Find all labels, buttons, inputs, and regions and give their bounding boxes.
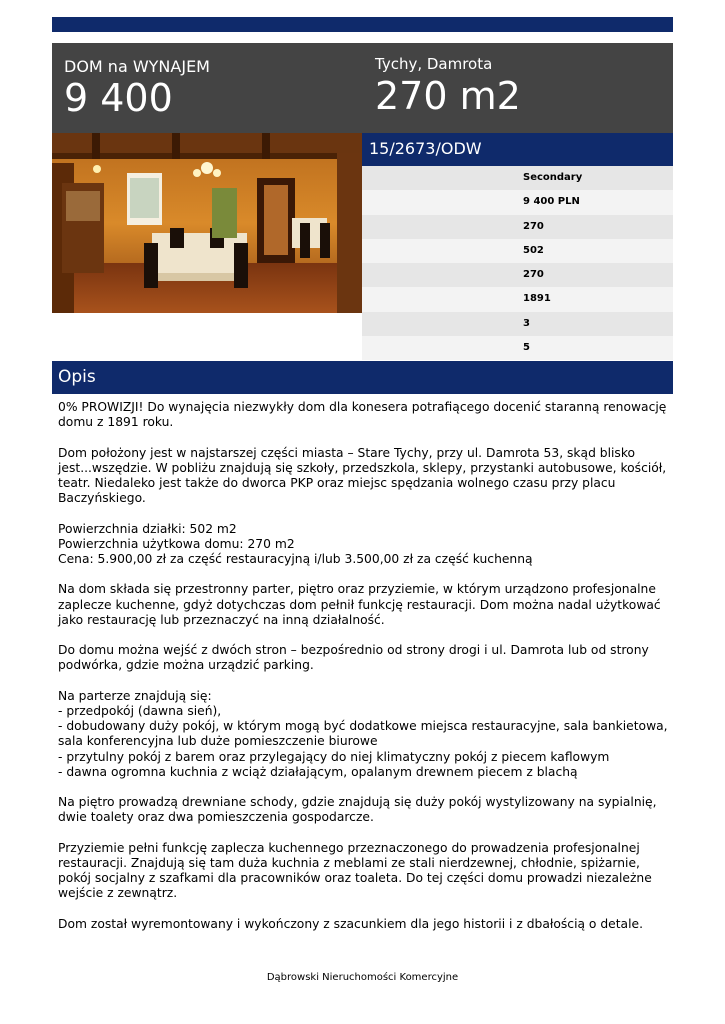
detail-value: 3	[523, 317, 530, 329]
detail-value: 5	[523, 342, 530, 354]
property-photo	[52, 133, 362, 313]
detail-value: 270	[523, 269, 544, 281]
reference-bar	[362, 133, 673, 166]
description-paragraph: Przyziemie pełni funkcję zaplecza kuchennego przeznaczonego do prowadzenia profesjonalnej restauracji. Znajdują się tam duża kuchnia z meblami ze stali nierdzewnej, chłodnie, spiżarnie, pokój socjalny z szafkami dla pracowników oraz toaleta. Do tej części domu prowadzi niezależne wejście z zewnątrz.	[58, 840, 652, 901]
listing-area: 270 m2	[375, 74, 521, 118]
description-paragraph	[58, 689, 670, 780]
listing-price: 9 400	[64, 76, 173, 120]
list-heading: Na parterze znajdują się:	[58, 688, 212, 703]
description-heading-bar	[52, 361, 673, 394]
list-item: - przedpokój (dawna sień),	[58, 703, 222, 718]
detail-value: 1891	[523, 293, 551, 305]
detail-row	[362, 263, 673, 287]
detail-row	[362, 336, 673, 360]
description-paragraph	[58, 522, 670, 568]
reference-number: 15/2673/ODW	[369, 139, 482, 158]
price-line: Cena: 5.900,00 zł za część restauracyjną i/lub 3.500,00 zł za część kuchenną	[58, 552, 533, 566]
footer-company: Dąbrowski Nieruchomości Komercyjne	[266, 972, 459, 983]
list-item: - przytulny pokój z barem oraz przylegający do niej klimatyczny pokój z piecem kaflowym	[58, 749, 610, 764]
description-paragraph: Dom został wyremontowany i wykończony z szacunkiem dla jego historii i z dbałością o detale.	[58, 916, 643, 931]
detail-row	[362, 287, 673, 311]
detail-row	[362, 166, 673, 190]
detail-value: 270	[523, 220, 544, 232]
plot-area-line: Powierzchnia działki: 502 m2	[58, 521, 237, 536]
description-paragraph: Dom położony jest w najstarszej części miasta – Stare Tychy, przy ul. Damrota 53, skąd blisko jest...wszędzie. W pobliżu znajdują się szkoły, przedszkola, sklepy, przystanki autobusowe, kościół, teatr. Niedaleko jest także do dworca PKP oraz miejsc spędzania wolnego czasu przy placu Baczyńskiego.	[58, 445, 667, 506]
listing-location: Tychy, Damrota	[375, 55, 493, 73]
section-title: Opis	[58, 367, 96, 387]
description-paragraph: Na dom składa się przestronny parter, piętro oraz przyziemie, w którym urządzono profesjonalne zaplecze kuchenne, gdyż dotychczas dom pełnił funkcję restauracji. Dom można nadal użytkować jako restaurację lub przeznaczyć na inną działalność.	[58, 582, 661, 627]
description-paragraph: Do domu można wejść z dwóch stron – bezpośrednio od strony drogi i ul. Damrota lub od strony podwórka, gdzie można urządzić parking.	[58, 643, 649, 673]
description-body	[58, 400, 670, 947]
list-item: - dawna ogromna kuchnia z wciąż działającym, opalanym drewnem piecem z blachą	[58, 764, 578, 779]
listing-header	[52, 43, 673, 133]
description-paragraph: Na piętro prowadzą drewniane schody, gdzie znajdują się duży pokój wystylizowany na sypialnię, dwie toalety oraz dwa pomieszczenia gospodarcze.	[58, 795, 657, 825]
description-paragraph: 0% PROWIZJI! Do wynajęcia niezwykły dom dla konesera potrafiącego docenić staranną renowację domu z 1891 roku.	[58, 400, 667, 430]
detail-value: 502	[523, 244, 544, 256]
detail-value: 9 400 PLN	[523, 196, 580, 208]
detail-value: Secondary	[523, 172, 583, 183]
detail-row	[362, 190, 673, 214]
details-table	[362, 166, 673, 360]
list-item: - dobudowany duży pokój, w którym mogą być dodatkowe miejsca restauracyjne, sala bankietowa, sala konferencyjna lub duże pomieszczenie biurowe	[58, 719, 668, 749]
detail-row	[362, 239, 673, 263]
detail-row	[362, 215, 673, 239]
listing-type: DOM na WYNAJEM	[64, 57, 210, 76]
detail-row	[362, 312, 673, 336]
usable-area-line: Powierzchnia użytkowa domu: 270 m2	[58, 536, 295, 551]
top-accent-bar	[52, 17, 673, 32]
